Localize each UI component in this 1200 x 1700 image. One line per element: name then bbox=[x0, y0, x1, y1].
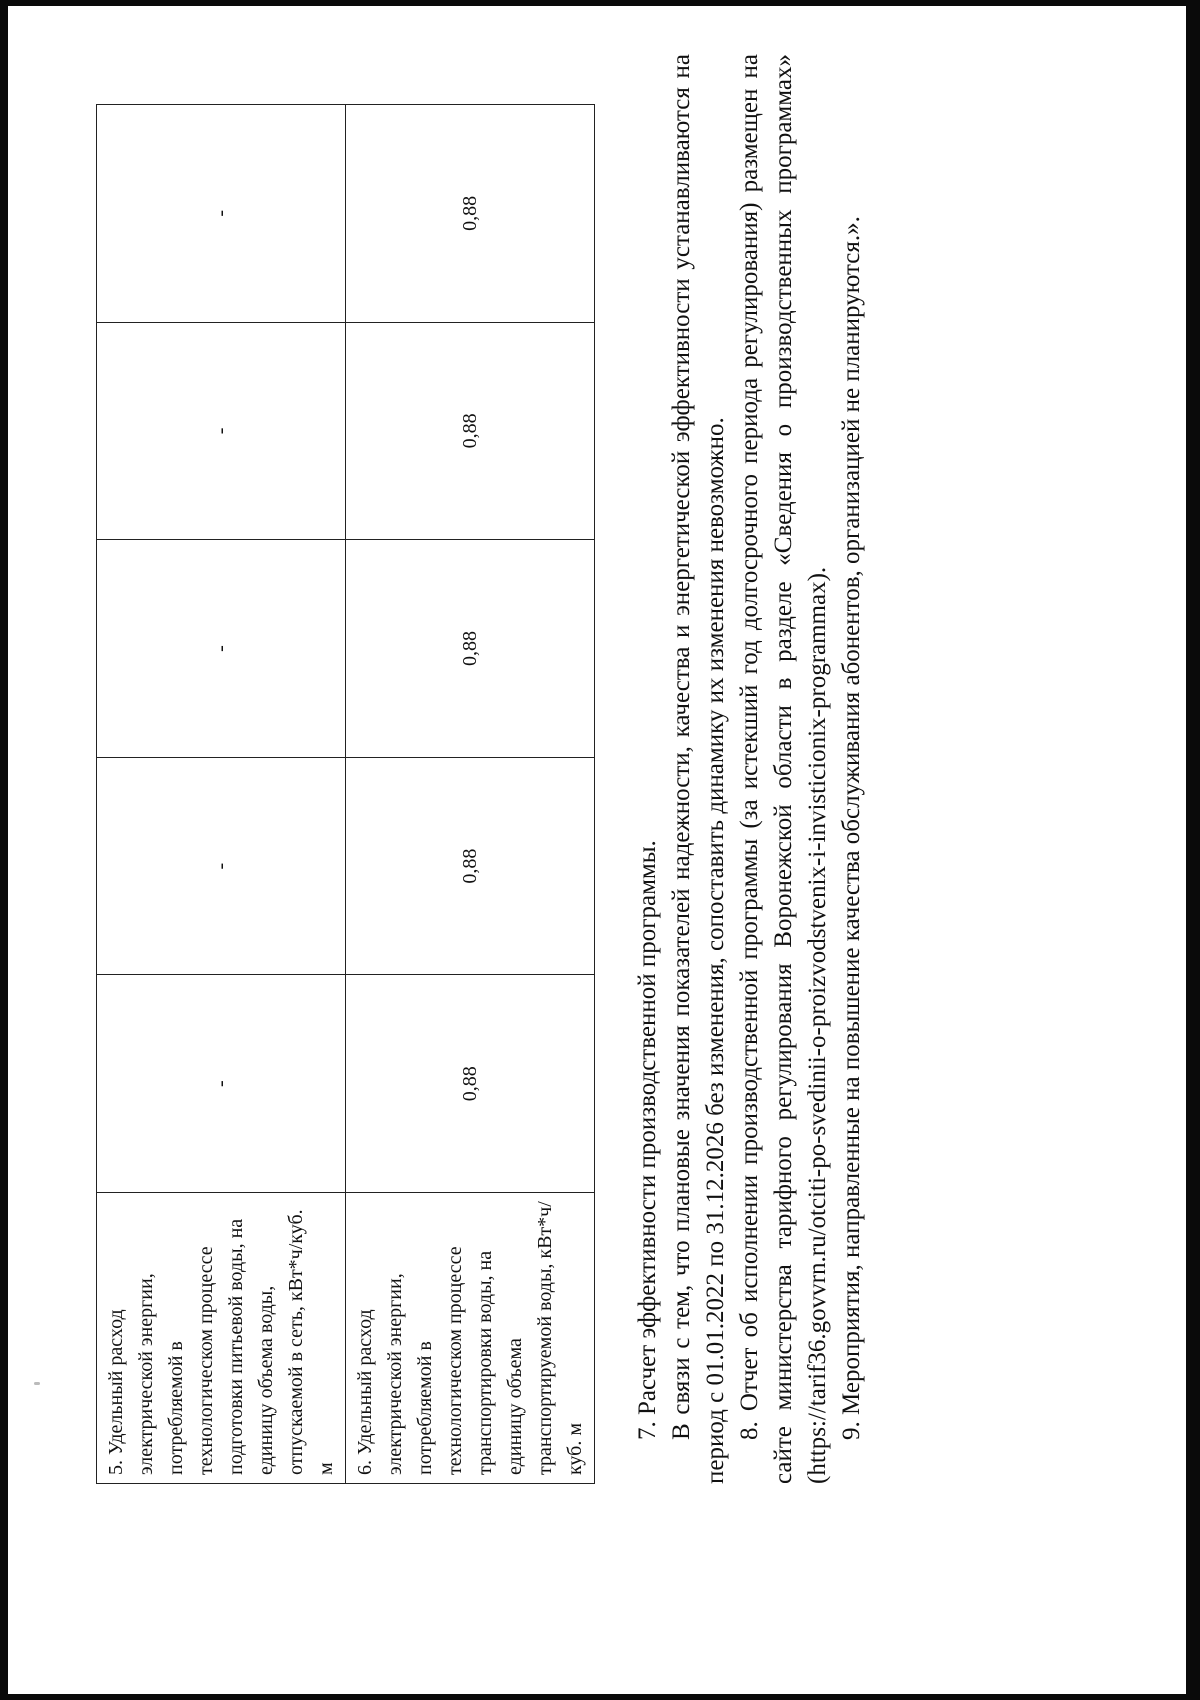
value-cell: - bbox=[97, 322, 346, 540]
section-7-body: В связи с тем, что плановые значения показателей надежности, качества и энергетической эффективности устанавливаются на период с 01.01.2022 по 31.12.2026 без изменения, сопоставить динамику их изменения невозможно. bbox=[668, 54, 729, 1484]
value-cell: - bbox=[97, 540, 346, 758]
body-text bbox=[631, 54, 869, 1484]
indicator-name-cell: 6. Удельный расход электрической энергии, потребляемой в технологическом процессе транспортировки воды, на единицу объема транспортируемой воды, кВт*ч/куб. м bbox=[346, 1193, 595, 1484]
value-cell: - bbox=[97, 105, 346, 323]
value-cell: 0,88 bbox=[346, 540, 595, 758]
indicator-name-cell: 5. Удельный расход электрической энергии, потребляемой в технологическом процессе подготовки питьевой воды, на единицу объема воды, отпускаемой в сеть, кВт*ч/куб. м bbox=[97, 1193, 346, 1484]
indicators-table bbox=[96, 104, 595, 1484]
value-cell: - bbox=[97, 975, 346, 1193]
table-row bbox=[346, 105, 595, 1484]
value-cell: 0,88 bbox=[346, 105, 595, 323]
value-cell: 0,88 bbox=[346, 757, 595, 975]
section-7-heading: 7. Расчет эффективности производственной программы. bbox=[634, 840, 661, 1440]
page-content bbox=[96, 54, 869, 1484]
value-cell: - bbox=[97, 757, 346, 975]
value-cell: 0,88 bbox=[346, 975, 595, 1193]
section-8-paragraph: 8. Отчет об исполнении производственной программы (за истекший год долгосрочного периода регулирования) размещен на сайте министерства тарифного регулирования Воронежской области в разделе «Сведения о производственных программах» (https://tarif36.govvrn.ru/otciti-po-svedinii-o-proizvodstvenix-i-invisticionix-programmax). bbox=[736, 54, 831, 1484]
value-cell: 0,88 bbox=[346, 322, 595, 540]
section-9-paragraph: 9. Мероприятия, направленные на повышение качества обслуживания абонентов, организацией не планируются.». bbox=[838, 216, 865, 1440]
table-row bbox=[97, 105, 346, 1484]
